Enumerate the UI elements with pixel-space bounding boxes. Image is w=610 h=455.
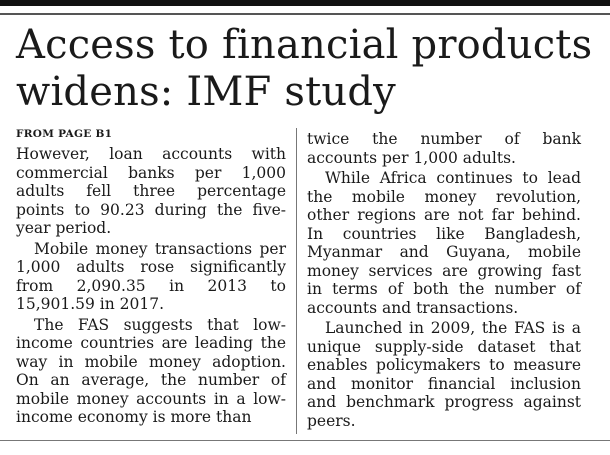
left-column <box>16 145 286 429</box>
paragraph-fas-launch: Launched in 2009, the FAS is a unique supply-side dataset that enables policymakers to measure and monitor financial inclusion and benchmark progress against peers. <box>307 319 581 430</box>
article-headline: Access to financial products widens: IMF study <box>16 22 593 115</box>
footer-rule <box>0 440 610 441</box>
column-divider <box>296 128 297 434</box>
continuation-kicker: FROM PAGE B1 <box>16 128 113 140</box>
top-edge-strip <box>0 0 610 6</box>
paragraph-mobile-transactions: Mobile money transactions per 1,000 adults rose significantly from 2,090.35 in 2013 to 15,901.59 in 2017. <box>16 239 286 313</box>
right-column <box>307 130 581 432</box>
header-rule <box>0 13 610 15</box>
paragraph-continuation: twice the number of bank accounts per 1,000 adults. <box>307 130 581 167</box>
paragraph-africa: While Africa continues to lead the mobile money revolution, other regions are not far behind. In countries like Bangladesh, Myanmar and Guyana, mobile money services are growing fast in terms of both the number of accounts and transactions. <box>307 169 581 317</box>
paragraph-loan-accounts: However, loan accounts with commercial banks per 1,000 adults fell three percentage points to 90.23 during the five-year period. <box>16 145 286 237</box>
paragraph-fas-low-income: The FAS suggests that low-income countries are leading the way in mobile money adoption. On an average, the number of mobile money accounts in a low-income economy is more than <box>16 315 286 426</box>
